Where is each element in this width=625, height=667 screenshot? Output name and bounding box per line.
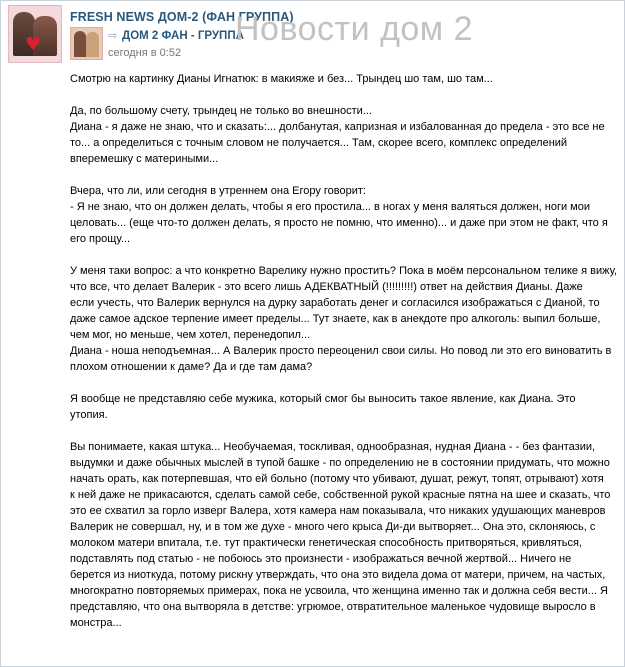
post-text-line: У меня таки вопрос: а что конкретно Варелику нужно простить? Пока в моём персональном телике я вижу, xyxy=(70,265,618,277)
heart-icon: ♥ xyxy=(25,34,42,55)
post-text-line: утопия. xyxy=(70,409,108,421)
repost-source-link[interactable]: ДОМ 2 ФАН - ГРУППА xyxy=(122,30,244,42)
post-paragraph xyxy=(70,103,610,167)
post-paragraph xyxy=(70,183,610,247)
post-text-line: выдумки и даже обычных мыслей в тупой башке - по определению не в состоянии придумать, что можно xyxy=(70,457,610,469)
post-text-line: берется из ниоткуда, потому рискну утверждать, что она это видела дома от матери, причем, на частых, xyxy=(70,569,606,581)
post-paragraph xyxy=(70,391,610,423)
group-avatar[interactable] xyxy=(8,5,62,63)
post-text-line: Диана - ноша неподъемная... А Валерик просто переоценил свои силы. Но повод ли это его виноватить в xyxy=(70,345,612,357)
post-text-line: подставлять под статью - не побоюсь это произнести - изображаться вечной жертвой... Ничего не xyxy=(70,553,572,565)
post-text-line: плохом отношении к даме? Да и где там дама? xyxy=(70,361,313,373)
post-text-line: Да, по большому счету, трындец не только во внешности... xyxy=(70,105,372,117)
post-text-line: Я вообще не представляю себе мужика, который смог бы выносить такое явление, как Диана. Это xyxy=(70,393,576,405)
post-text-line: начать орать, как потерпевшая, что ей больно (потому что убивают, душат, режут, топят, отрывают) хотя xyxy=(70,473,604,485)
post-text-line: чем мог, но меньше, чем хотел, перенедопил... xyxy=(70,329,311,341)
post-text-line: что все, что делает Валерик - это всего лишь АДЕКВАТНЫЙ (!!!!!!!!!) ответ на действия Дианы. Даже xyxy=(70,281,583,293)
post-text-line: Диана - я даже не знаю, что и сказать:... долбанутая, капризная и избалованная до предела - это все не xyxy=(70,121,605,133)
post-text xyxy=(70,71,618,647)
post-text-line: Смотрю на картинку Дианы Игнатюк: в макияже и без... Трындец шо там, шо там... xyxy=(70,73,493,85)
post-paragraph xyxy=(70,439,610,631)
post-text-line: монстра... xyxy=(70,617,122,629)
group-name-link[interactable]: FRESH NEWS ДОМ-2 (ФАН ГРУППА) xyxy=(70,10,294,24)
post-text-line: целовать... (еще что-то должен делать, я просто не помню, что именно)... и даже при этом не факт, что я xyxy=(70,217,608,229)
repost-arrow-icon: ⇨ xyxy=(108,29,118,42)
repost-avatar[interactable] xyxy=(70,27,103,60)
post-text-line: вперемешку с материными... xyxy=(70,153,219,165)
post-text-line: Вчера, что ли, или сегодня в утреннем она Егору говорит: xyxy=(70,185,366,197)
post-text-line: его прощу... xyxy=(70,233,130,245)
post-text-line: многократно повторяемых примерах, пока не усвоила, что женщина именно так и должна себя вести... Я xyxy=(70,585,608,597)
post-text-line: даже самое адское терпение имеет пределы... Тут знаете, как в анекдоте про алкоголь: выпил больше, xyxy=(70,313,601,325)
post-text-line: - Я не знаю, что он должен делать, чтобы я его простила... в ногах у меня валяться должен, ноги мои xyxy=(70,201,590,213)
post-text-line: представляю, что она вытворяла в детстве: угрюмое, отвратительное маленькое чудовище выросло в xyxy=(70,601,596,613)
site-watermark: Новости дом 2 xyxy=(235,10,474,48)
post-timestamp[interactable]: сегодня в 0:52 xyxy=(108,47,182,59)
post-text-line: Вы понимаете, какая штука... Необучаемая, тоскливая, однообразная, нудная Диана - - без фантазии, xyxy=(70,441,596,453)
post-text-line: это ее схватил за горло изверг Валера, хотя камера нам показывала, что никаких удушающих маневров xyxy=(70,505,606,517)
post-text-line: к ней даже не прикасаются, сделать самой себе, собственной рукой красные пятна на шее и сказать, что xyxy=(70,489,611,501)
post-text-line: то... а определиться с точным словом не получается... Там, скорее всего, комплекс определений xyxy=(70,137,568,149)
post-paragraph xyxy=(70,263,618,375)
post-text-line: Валерик не совершал, ну, и в том же духе - много чего крыса Ди-ди вытворяет... Она это, склоняюсь, с xyxy=(70,521,596,533)
post-paragraph xyxy=(70,71,610,87)
post-text-line: молоком матери впитала, т.е. тут практически генетическая способность притворяться, кривляться, xyxy=(70,537,582,549)
post-text-line: если учесть, что Валерик вернулся на дурку заработать денег и согласился изображаться с Дианой, то xyxy=(70,297,600,309)
